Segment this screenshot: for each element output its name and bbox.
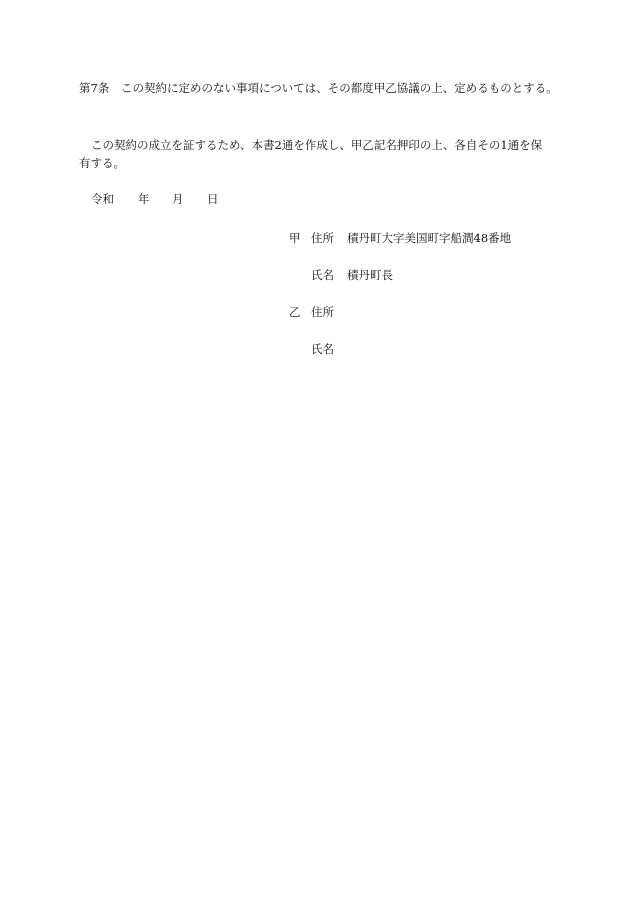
party-a-name: 積丹町長	[347, 268, 393, 282]
date-day-label: 日	[207, 192, 219, 206]
closing-paragraph-line-1: この契約の成立を証するため、本書2通を作成し、甲乙記名押印の上、各自その1通を保	[91, 138, 543, 152]
party-a-mark: 甲	[289, 231, 301, 245]
party-b-name-label: 氏名	[311, 342, 334, 356]
party-a-name-label: 氏名	[311, 268, 334, 282]
party-a-address-label: 住所	[311, 231, 334, 245]
party-b-mark: 乙	[289, 305, 301, 319]
article-number: 第7条	[79, 81, 110, 95]
date-year-label: 年	[138, 192, 150, 206]
closing-paragraph-line-2: 有する。	[79, 156, 125, 170]
party-a-address: 積丹町大字美国町字船澗48番地	[347, 231, 512, 245]
article-text: この契約に定めのない事項については、その都度甲乙協議の上、定めるものとする。	[121, 81, 558, 95]
signature-date	[91, 190, 219, 208]
date-month-label: 月	[172, 192, 184, 206]
article-7-clause	[79, 79, 558, 97]
party-b-address-label: 住所	[311, 305, 334, 319]
date-era: 令和	[91, 192, 114, 206]
